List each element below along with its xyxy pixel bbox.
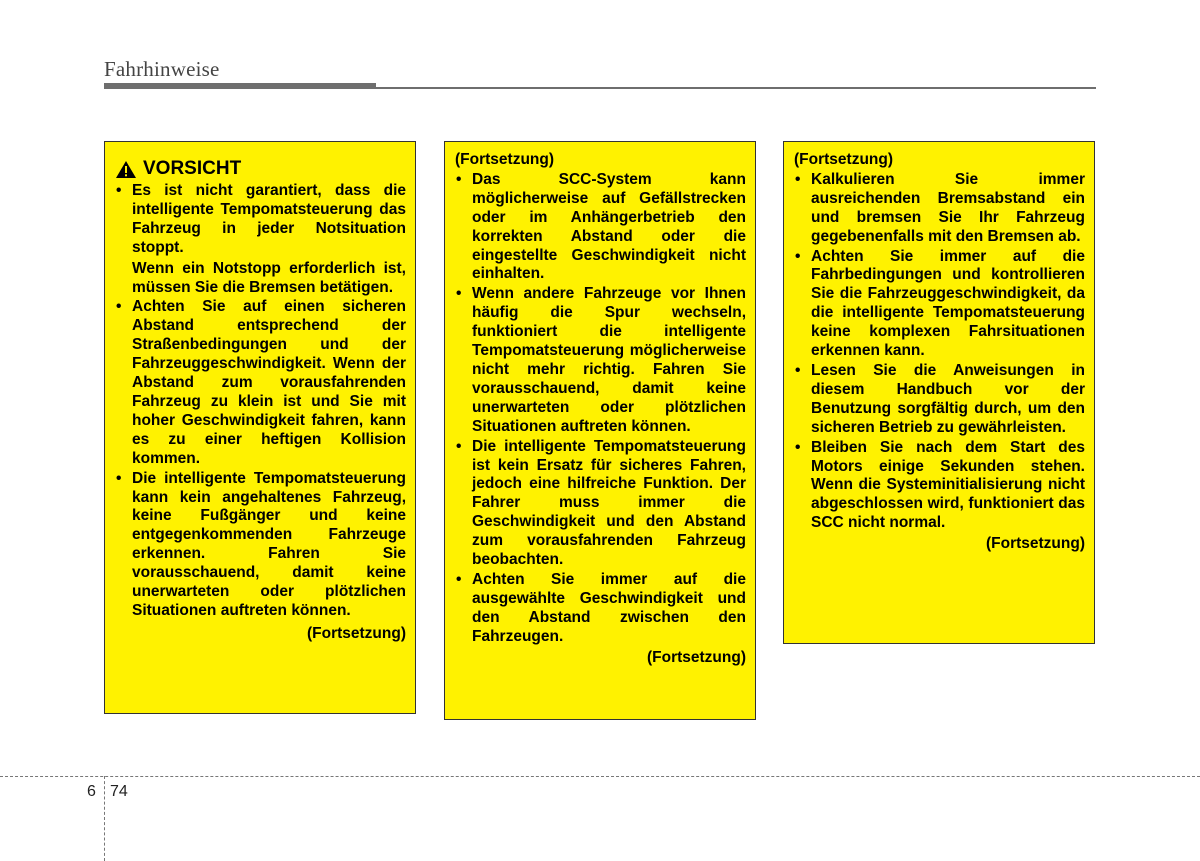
caution-box-3 [783, 141, 1095, 644]
page-number: 74 [110, 783, 128, 800]
list-item-text: • Wenn andere Fahrzeuge vor Ihnen häufig die Spur wechseln, funktioniert die intelligente Tempomatsteuerung möglicherweise nicht mehr richtig. Fahren Sie vorausschauend, damit keine unerwarteten oder plötzlichen Situationen auftreten können. [472, 285, 746, 435]
warning-triangle-icon [115, 160, 137, 179]
header-rule-thick [104, 83, 376, 89]
list-item-text: • Achten Sie immer auf die ausgewählte Geschwindigkeit und den Abstand zwischen den Fahrzeugen. [472, 570, 746, 645]
list-item [455, 285, 746, 436]
continued-label: (Fortsetzung) [985, 535, 1085, 553]
list-item [115, 298, 406, 468]
header-rule-thin [376, 87, 1096, 89]
list-item [794, 362, 1085, 438]
list-item [794, 439, 1085, 534]
footer-vertical-divider [104, 776, 105, 861]
continued-label-top: (Fortsetzung) [794, 151, 894, 168]
caution-box-2 [444, 141, 756, 720]
list-item-text: • Es ist nicht garantiert, dass die intelligente Tempomatsteuerung das Fahrzeug in jeder Notsituation stoppt. [132, 182, 406, 256]
list-item [455, 438, 746, 570]
list-item [794, 171, 1085, 247]
list-item [455, 571, 746, 647]
caution-heading-text: VORSICHT [143, 158, 242, 179]
list-item-text: • Achten Sie immer auf die Fahrbedingungen und kontrollieren Sie die Fahrzeuggeschwindigkeit, da die intelligente Tempomatsteuerung keine komplexen Fahrsituationen erkennen kann. [811, 247, 1085, 360]
list-item-text: • Achten Sie auf einen sicheren Abstand entsprechend der Straßenbedingungen und der Fahrzeuggeschwindigkeit. Wenn der Abstand zum vorausfahrenden Fahrzeug zu klein ist und Sie mit hoher Geschwindigkeit fahren, kann es zu einer heftigen Kollision kommen. [132, 298, 406, 467]
list-item-text: • Kalkulieren Sie immer ausreichenden Bremsabstand ein und bremsen Sie Ihr Fahrzeug gegebenenfalls mit den Bremsen ab. [811, 170, 1085, 245]
continued-label: (Fortsetzung) [306, 624, 406, 642]
list-item-extra-text: Wenn ein Notstopp erforderlich ist, müssen Sie die Bremsen betätigen. [132, 259, 406, 296]
list-item [794, 248, 1085, 361]
caution-heading [115, 158, 406, 180]
list-item-text: • Die intelligente Tempomatsteuerung ist kein Ersatz für sicheres Fahren, jedoch eine hilfreiche Funktion. Der Fahrer muss immer die Geschwindigkeit und den Abstand zum vorausfahrenden Fahrzeug beobachten. [472, 437, 746, 569]
chapter-number: 6 [87, 783, 96, 800]
list-item [115, 470, 406, 621]
continued-label-top: (Fortsetzung) [455, 151, 555, 168]
caution-box-1 [104, 141, 416, 714]
list-item [455, 171, 746, 284]
list-item-text: • Bleiben Sie nach dem Start des Motors einige Sekunden stehen. Wenn die Systeminitialisierung nicht abgeschlossen wird, funktioniert das SCC nicht normal. [811, 438, 1085, 532]
continued-label: (Fortsetzung) [646, 648, 746, 666]
list-item-text: • Die intelligente Tempomatsteuerung kann kein angehaltenes Fahrzeug, keine Fußgänger und keine entgegenkommenden Fahrzeuge erkennen. Fahren Sie vorausschauend, damit keine unerwarteten oder plötzlichen Situationen auftreten können. [132, 469, 406, 619]
list-item-text: • Das SCC-System kann möglicherweise auf Gefällstrecken oder im Anhängerbetrieb den korrekten Abstand oder die eingestellte Geschwindigkeit nicht einhalten. [472, 170, 746, 283]
page-header-title: Fahrhinweise [104, 57, 220, 81]
footer-divider [0, 776, 1200, 777]
list-item-text: • Lesen Sie die Anweisungen in diesem Handbuch vor der Benutzung sorgfältig durch, um den sicheren Betrieb zu gewährleisten. [811, 361, 1085, 436]
list-item [115, 182, 406, 297]
